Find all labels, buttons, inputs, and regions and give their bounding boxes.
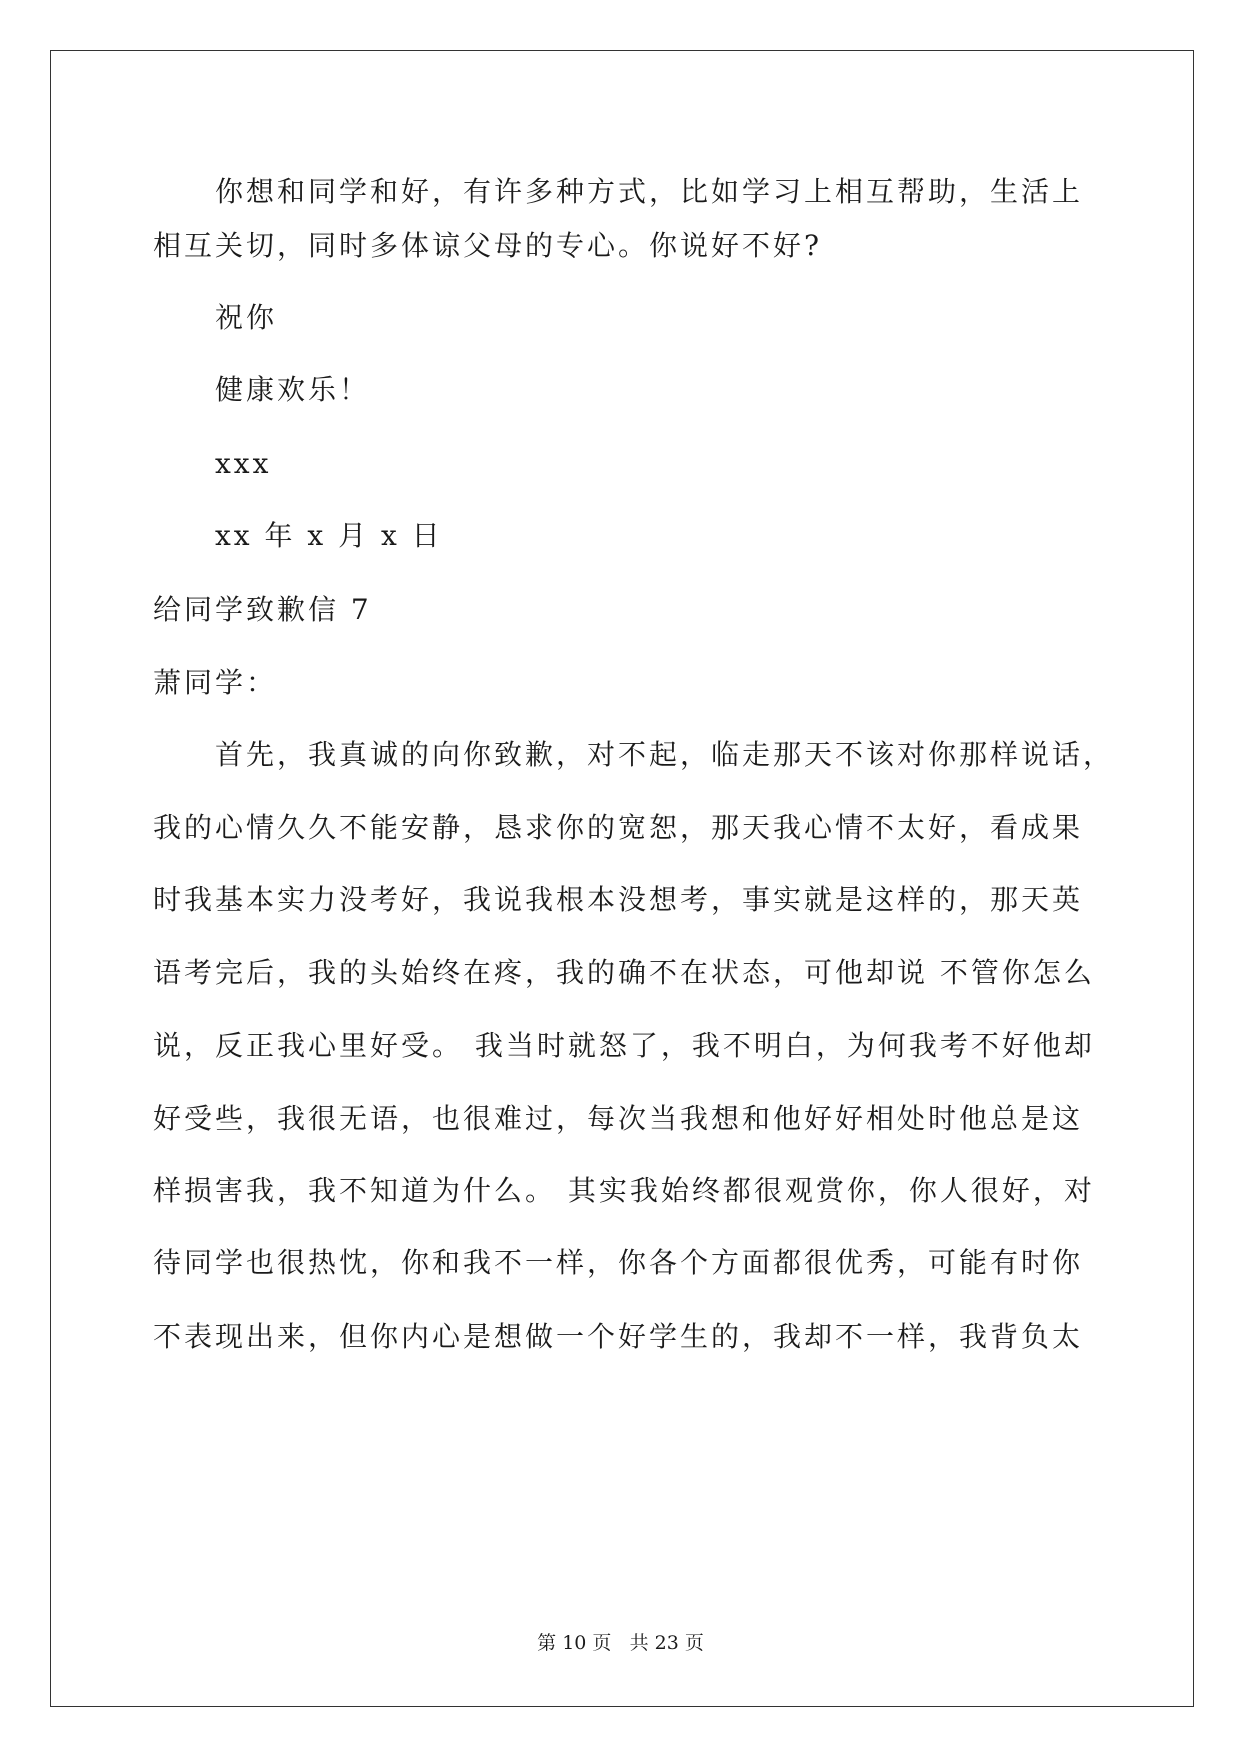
section-title: 给同学致歉信 7 — [153, 593, 372, 626]
paragraph-line: 不表现出来，但你内心是想做一个好学生的，我却不一样，我背负太 — [153, 1320, 1084, 1353]
paragraph-line: 我的心情久久不能安静，恳求你的宽恕，那天我心情不太好，看成果 — [153, 811, 1084, 844]
signature: xxx — [215, 447, 272, 480]
greeting: 萧同学： — [153, 666, 278, 699]
paragraph-line: 说，反正我心里好受。 我当时就怒了，我不明白，为何我考不好他却 — [153, 1029, 1095, 1062]
page-number: 第 10 页 — [537, 1632, 612, 1654]
paragraph-line: 相互关切，同时多体谅父母的专心。你说好不好? — [153, 229, 823, 262]
paragraph-line: 好受些，我很无语，也很难过，每次当我想和他好好相处时他总是这 — [153, 1102, 1084, 1135]
date-line: xx 年 x 月 x 日 — [215, 519, 443, 552]
paragraph-line: 你想和同学和好，有许多种方式，比如学习上相互帮助，生活上 — [215, 175, 1084, 208]
paragraph-line: 首先，我真诚的向你致歉，对不起，临走那天不该对你那样说话， — [215, 738, 1115, 771]
paragraph-line: 语考完后，我的头始终在疼，我的确不在状态，可他却说 不管你怎么 — [153, 956, 1095, 989]
closing-salutation: 祝你 — [215, 301, 278, 334]
page-footer — [0, 1628, 1241, 1655]
paragraph-line: 时我基本实力没考好，我说我根本没想考，事实就是这样的，那天英 — [153, 883, 1084, 916]
closing-wish: 健康欢乐！ — [215, 373, 371, 406]
paragraph-line: 样损害我，我不知道为什么。 其实我始终都很观赏你，你人很好，对 — [153, 1174, 1095, 1207]
paragraph-line: 待同学也很热忱，你和我不一样，你各个方面都很优秀，可能有时你 — [153, 1246, 1084, 1279]
page-total: 共 23 页 — [629, 1632, 704, 1654]
